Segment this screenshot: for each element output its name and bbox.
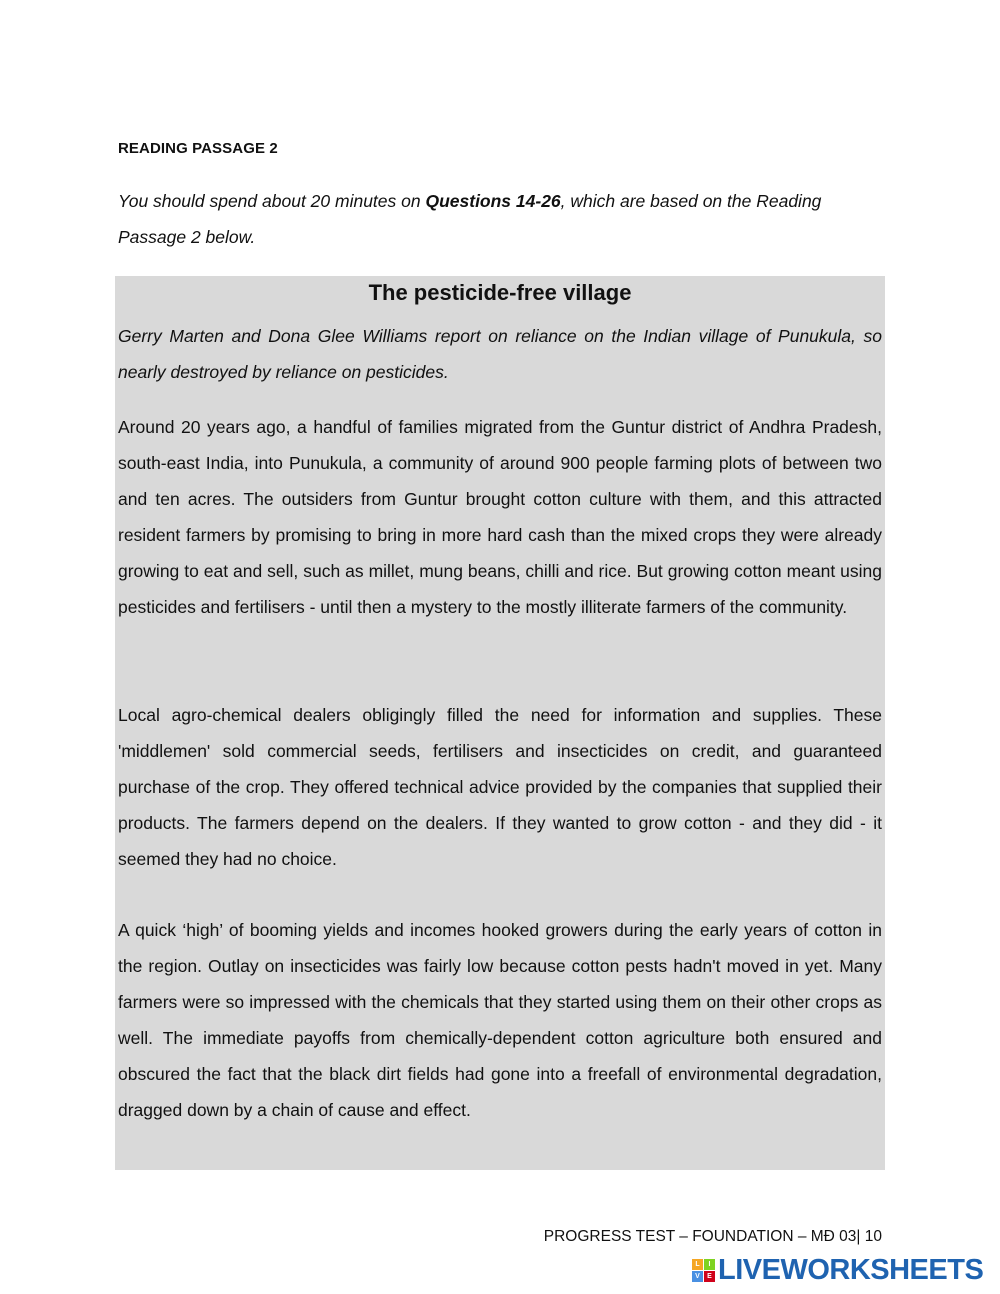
section-heading: READING PASSAGE 2 (118, 140, 278, 157)
logo-mark-cell: E (704, 1271, 715, 1282)
logo-mark-cell: V (692, 1271, 703, 1282)
instructions-questions: Questions 14-26 (425, 191, 561, 211)
liveworksheets-logo (692, 1255, 983, 1285)
logo-mark-cell: I (704, 1259, 715, 1270)
instructions-suffix: , which are based on the Reading Passage 2 below. (118, 191, 822, 247)
logo-mark-cell: L (692, 1259, 703, 1270)
passage-title: The pesticide-free village (368, 280, 632, 305)
instructions-prefix: You should spend about 20 minutes on (118, 191, 426, 211)
passage-subtitle: Gerry Marten and Dona Glee Williams report on reliance on the Indian village of Punukula, so nearly destroyed by reliance on pesticides. (118, 326, 882, 382)
logo-mark-icon (692, 1259, 715, 1282)
passage-paragraph-2: Local agro-chemical dealers obligingly filled the need for information and supplies. These 'middlemen' sold commercial seeds, fertilisers and insecticides on credit, and guaranteed purchase of the crop. They offered technical advice provided by the companies that supplied their products. The farmers depend on the dealers. If they wanted to grow cotton - and they did - it seemed they had no choice. (118, 705, 882, 869)
page-footer: PROGRESS TEST – FOUNDATION – MĐ 03| 10 (543, 1228, 882, 1245)
passage-paragraph-3: A quick ‘high’ of booming yields and incomes hooked growers during the early years of cotton in the region. Outlay on insecticides was fairly low because cotton pests hadn't moved in yet. Many farmers were so impressed with the chemicals that they started using them on their other crops as well. The immediate payoffs from chemically-dependent cotton agriculture both ensured and obscured the fact that the black dirt fields had gone into a freefall of environmental degradation, dragged down by a chain of cause and effect. (118, 920, 882, 1120)
instructions (118, 183, 838, 255)
passage-box (115, 276, 885, 1170)
logo-text: LIVEWORKSHEETS (718, 1254, 984, 1286)
passage-paragraph-1: Around 20 years ago, a handful of families migrated from the Guntur district of Andhra Pradesh, south-east India, into Punukula, a community of around 900 people farming plots of between two and ten acres. The outsiders from Guntur brought cotton culture with them, and this attracted resident farmers by promising to bring in more hard cash than the mixed crops they were already growing to eat and sell, such as millet, mung beans, chilli and rice. But growing cotton meant using pesticides and fertilisers - until then a mystery to the mostly illiterate farmers of the community. (118, 417, 882, 617)
